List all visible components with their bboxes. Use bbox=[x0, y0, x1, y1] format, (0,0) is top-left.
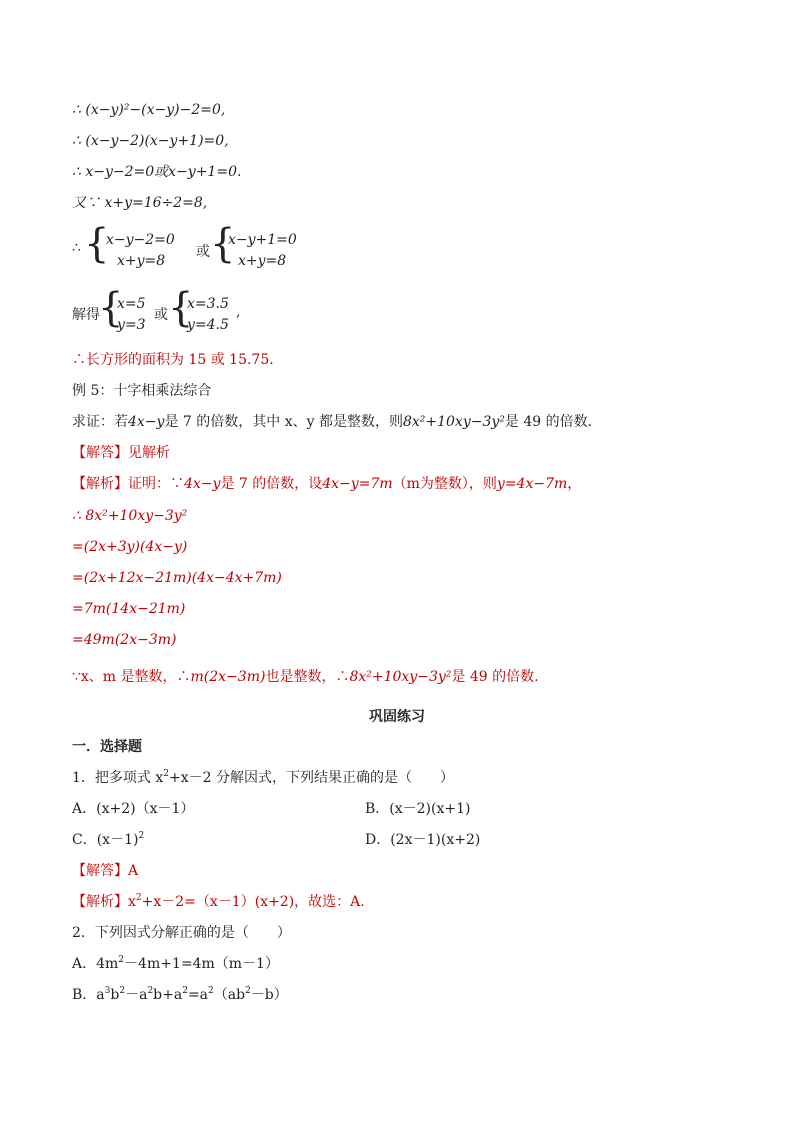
q2-option-b[interactable] bbox=[72, 985, 288, 1005]
q2-option-a-text: －4m+1=4m（m－1） bbox=[124, 956, 279, 972]
or-label: 或 bbox=[154, 307, 168, 323]
solution-2-y: y=4.5 bbox=[187, 317, 229, 333]
conclusion-expr: m(2x−3m) bbox=[190, 669, 266, 685]
derivation-step-4: =7m(14x−21m) bbox=[72, 601, 186, 617]
q1-option-c[interactable] bbox=[72, 830, 144, 850]
q2-option-b-superscript: 2 bbox=[182, 986, 188, 996]
answer-text: 见解析 bbox=[128, 445, 170, 461]
conclusion-expr: 8x²+10xy−3y² bbox=[349, 669, 452, 685]
comma: , bbox=[236, 304, 241, 320]
equation-line-2: ∴ (x−y−2)(x−y+1)=0, bbox=[72, 133, 229, 149]
solution-1-x: x=5 bbox=[117, 296, 146, 312]
q1-option-a[interactable]: A．(x+2)（x－1） bbox=[72, 801, 195, 817]
q1-stem-superscript: 2 bbox=[163, 769, 169, 779]
derivation-step-5: =49m(2x−3m) bbox=[72, 632, 177, 648]
question-2-stem: 2．下列因式分解正确的是（ ） bbox=[72, 925, 291, 941]
analysis-expr: 4x−y bbox=[184, 476, 221, 492]
solve-label: 解得 bbox=[72, 307, 100, 323]
example-5-title: 例 5：十字相乘法综合 bbox=[72, 383, 212, 399]
q1-analysis-text: +x－2=（x－1）(x+2)，故选：A. bbox=[141, 894, 365, 910]
analysis-text: 证明：∵ bbox=[128, 476, 184, 492]
area-conclusion: ∴长方形的面积为 15 或 15.75. bbox=[72, 352, 274, 368]
q2-option-a-text: A．4m bbox=[72, 956, 119, 972]
proof-statement bbox=[72, 412, 592, 432]
analysis-text: 是 7 的倍数，设 bbox=[220, 476, 323, 492]
q1-analysis-tag: 【解析】 bbox=[72, 894, 128, 910]
q2-option-a-superscript: 2 bbox=[118, 955, 125, 965]
q2-option-b-superscript: 2 bbox=[147, 986, 154, 996]
q1-analysis-text: x bbox=[128, 894, 136, 910]
derivation-step-2: =(2x+3y)(4x−y) bbox=[72, 539, 188, 555]
system-2-eq-2: x+y=8 bbox=[238, 253, 287, 269]
equation-line-4: 又∵ x+y=16÷2=8, bbox=[72, 195, 208, 211]
q1-answer bbox=[72, 861, 138, 881]
derivation-step-1: ∴ 8x²+10xy−3y² bbox=[72, 508, 188, 524]
q2-option-b-superscript: 2 bbox=[119, 986, 126, 996]
q2-option-b-superscript: 3 bbox=[104, 986, 111, 996]
solution-1-y: y=3 bbox=[117, 317, 146, 333]
q1-option-c-superscript: 2 bbox=[138, 831, 145, 841]
analysis-line bbox=[72, 474, 581, 494]
system-1-eq-2: x+y=8 bbox=[117, 253, 166, 269]
proof-expr-2: 8x²+10xy−3y² bbox=[402, 414, 505, 430]
section-title: 巩固练习 bbox=[369, 709, 425, 725]
or-label: 或 bbox=[196, 244, 210, 260]
q1-analysis-superscript: 2 bbox=[135, 893, 142, 903]
analysis-tag: 【解析】 bbox=[72, 476, 128, 492]
analysis-expr: 4x−y=7m bbox=[322, 476, 393, 492]
q2-option-a[interactable] bbox=[72, 954, 279, 974]
equation-line-3: ∴ x−y−2=0或x−y+1=0. bbox=[72, 164, 242, 180]
q2-option-b-text: －a bbox=[125, 987, 148, 1003]
q2-option-b-text: －b） bbox=[250, 987, 288, 1003]
q1-analysis bbox=[72, 892, 365, 912]
analysis-text: （m为整数），则 bbox=[392, 476, 497, 492]
q2-option-b-text: =a bbox=[187, 987, 209, 1003]
q2-option-b-text: b+a bbox=[153, 987, 183, 1003]
q1-option-c-text: C．(x－1) bbox=[72, 832, 139, 848]
proof-post: 是 49 的倍数. bbox=[504, 414, 593, 430]
system-2-eq-1: x−y+1=0 bbox=[228, 232, 297, 248]
proof-pre: 求证：若 bbox=[72, 414, 128, 430]
derivation-step-3: =(2x+12x−21m)(4x−4x+7m) bbox=[72, 570, 282, 586]
part-1-title: 一．选择题 bbox=[72, 739, 142, 755]
analysis-expr: y=4x−7m bbox=[496, 476, 568, 492]
q2-option-b-superscript: 2 bbox=[245, 986, 251, 996]
proof-expr-1: 4x−y bbox=[128, 414, 165, 430]
left-brace-icon: { bbox=[210, 221, 236, 267]
q2-option-b-text: （ab bbox=[213, 987, 246, 1003]
equation-line-1: ∴ (x−y)²−(x−y)−2=0, bbox=[72, 102, 226, 118]
q2-option-b-text: B．a bbox=[72, 987, 105, 1003]
q1-option-d[interactable]: D．(2x－1)(x+2) bbox=[365, 832, 481, 848]
analysis-text: ， bbox=[567, 476, 582, 492]
q1-answer-tag: 【解答】 bbox=[72, 863, 128, 879]
left-brace-icon: { bbox=[98, 285, 124, 331]
system-1-eq-1: x−y−2=0 bbox=[106, 232, 175, 248]
conclusion-text: 是 49 的倍数. bbox=[451, 669, 539, 685]
q1-option-b[interactable]: B．(x－2)(x+1) bbox=[365, 801, 471, 817]
question-1-stem bbox=[72, 768, 454, 788]
conclusion-text: 也是整数，∴ bbox=[265, 669, 350, 685]
q2-option-b-superscript: 2 bbox=[208, 986, 214, 996]
conclusion-text: ∵x、m 是整数，∴ bbox=[72, 669, 191, 685]
therefore-symbol: ∴ bbox=[72, 240, 81, 256]
left-brace-icon: { bbox=[168, 285, 194, 331]
proof-mid: 是 7 的倍数，其中 x、y 都是整数，则 bbox=[164, 414, 403, 430]
left-brace-icon: { bbox=[84, 221, 110, 267]
q1-stem-text: 1．把多项式 x bbox=[72, 770, 164, 786]
answer-tag: 【解答】 bbox=[72, 445, 128, 461]
final-conclusion bbox=[72, 667, 539, 687]
solution-2-x: x=3.5 bbox=[187, 296, 229, 312]
answer-line bbox=[72, 443, 170, 463]
q1-answer-value: A bbox=[128, 863, 139, 879]
q2-option-b-text: b bbox=[110, 987, 120, 1003]
q1-stem-text: +x－2 分解因式，下列结果正确的是（ ） bbox=[169, 770, 454, 786]
